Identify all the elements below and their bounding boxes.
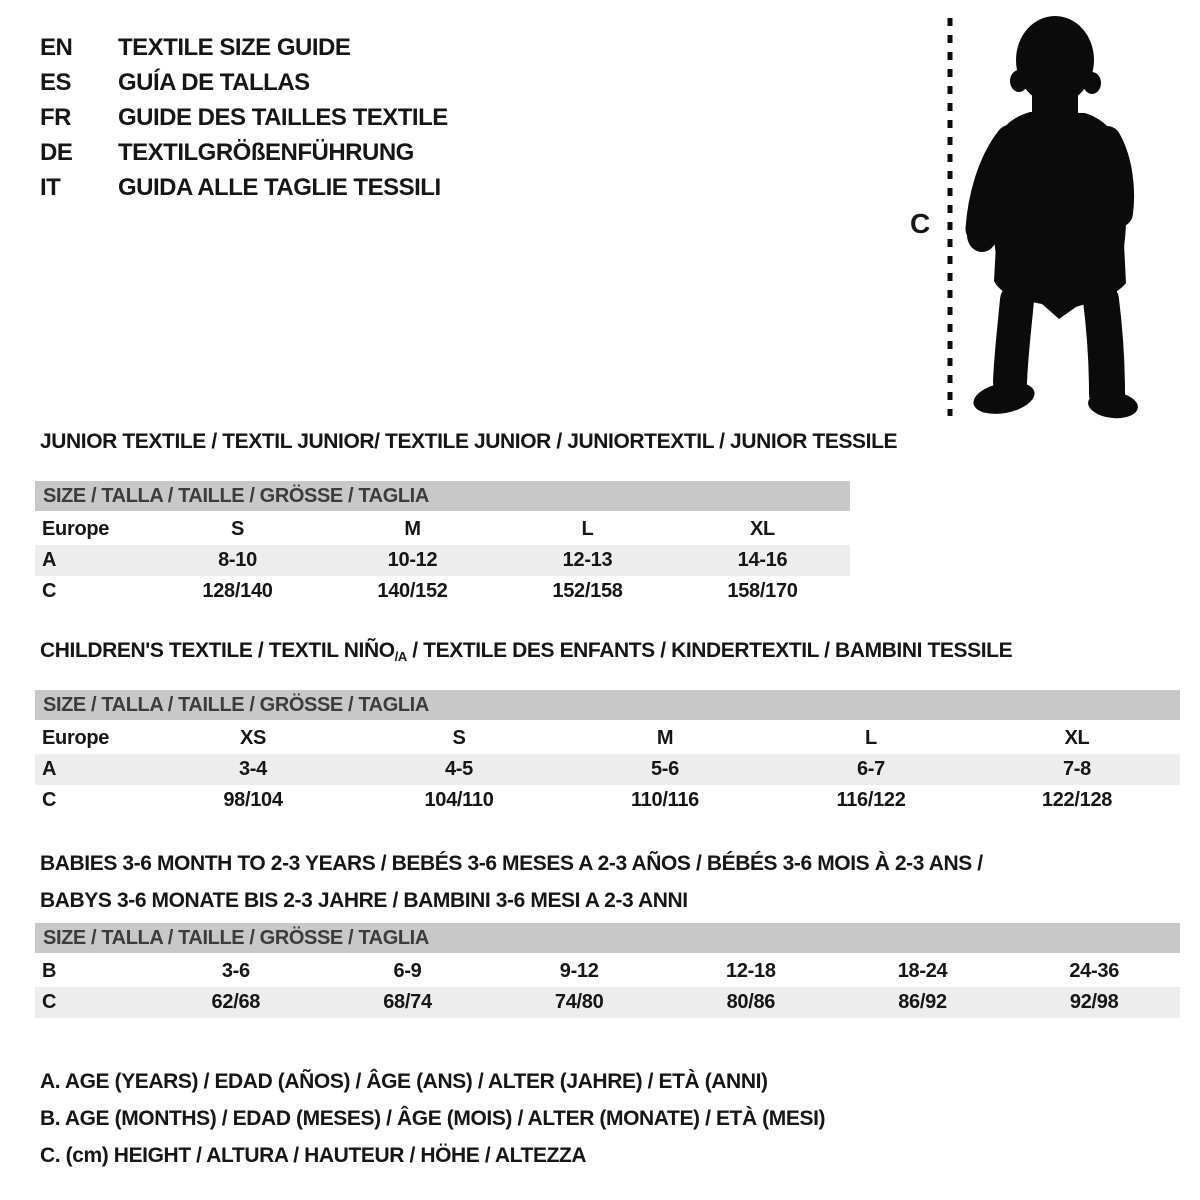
lang-title: GUIDA ALLE TAGLIE TESSILI [118, 173, 441, 201]
table-row [35, 514, 850, 545]
table-cell: 98/104 [223, 789, 283, 811]
children-title-sub: /A [394, 649, 407, 664]
babies-size-table [35, 923, 1180, 1018]
legend-line-a: A. AGE (YEARS) / EDAD (AÑOS) / ÂGE (ANS) / ALTER (JAHRE) / ETÀ (ANNI) [40, 1070, 768, 1093]
legend-line-c: C. (cm) HEIGHT / ALTURA / HAUTEUR / HÖHE / ALTEZZA [40, 1144, 587, 1167]
lang-code: EN [40, 33, 73, 61]
row-label: Europe [42, 727, 110, 749]
table-row [35, 987, 1180, 1018]
table-cell: 152/158 [552, 580, 623, 602]
lang-code: ES [40, 68, 72, 96]
table-cell: L [865, 727, 877, 749]
babies-title-line1: BABIES 3-6 MONTH TO 2-3 YEARS / BEBÉS 3-6 MESES A 2-3 AÑOS / BÉBÉS 3-6 MOIS À 2-3 ANS / [40, 852, 983, 875]
babies-section-title [40, 845, 983, 919]
table-cell: 12-18 [726, 960, 776, 982]
table-cell: XL [1064, 727, 1090, 749]
table-cell: 9-12 [559, 960, 599, 982]
size-table-header: SIZE / TALLA / TAILLE / GRÖSSE / TAGLIA [35, 923, 1180, 953]
table-cell: 128/140 [202, 580, 273, 602]
table-cell: 62/68 [211, 991, 261, 1013]
lang-title: GUIDE DES TAILLES TEXTILE [118, 103, 448, 131]
legend-line-b: B. AGE (MONTHS) / EDAD (MESES) / ÂGE (MOIS) / ALTER (MONATE) / ETÀ (MESI) [40, 1107, 826, 1130]
table-cell: 116/122 [836, 789, 906, 811]
table-cell: S [230, 518, 245, 540]
lang-title: GUÍA DE TALLAS [118, 68, 310, 96]
table-cell: 140/152 [377, 580, 448, 602]
children-section-title [40, 639, 1012, 664]
table-cell: 104/110 [424, 789, 494, 811]
table-cell: XL [750, 518, 775, 540]
table-cell: 4-5 [444, 758, 473, 780]
table-cell: 24-36 [1069, 960, 1120, 982]
baby-silhouette-figure [880, 0, 1200, 440]
size-table-header: SIZE / TALLA / TAILLE / GRÖSSE / TAGLIA [35, 690, 1180, 720]
table-cell: 74/80 [554, 991, 604, 1013]
lang-code: IT [40, 173, 61, 201]
junior-size-table [35, 481, 850, 607]
table-row [35, 785, 1180, 816]
size-table-header: SIZE / TALLA / TAILLE / GRÖSSE / TAGLIA [35, 481, 850, 511]
children-title-pre: CHILDREN'S TEXTILE / TEXTIL NIÑO [40, 639, 395, 662]
table-cell: 6-7 [856, 758, 885, 780]
table-cell: 3-6 [221, 960, 250, 982]
row-label: C [42, 580, 57, 602]
row-label: A [42, 758, 57, 780]
babies-title-line2: BABYS 3-6 MONATE BIS 2-3 JAHRE / BAMBINI 3-6 MESI A 2-3 ANNI [40, 889, 688, 912]
row-label: C [42, 789, 57, 811]
table-cell: 5-6 [650, 758, 679, 780]
table-row [35, 956, 1180, 987]
table-cell: 10-12 [387, 549, 438, 571]
table-cell: 3-4 [238, 758, 267, 780]
table-row [35, 576, 850, 607]
language-title-block [40, 30, 448, 205]
measurement-legend [40, 1063, 825, 1174]
row-label: C [42, 991, 57, 1013]
height-measure-label: C [910, 208, 931, 239]
table-cell: 80/86 [726, 991, 776, 1013]
table-cell: 92/98 [1069, 991, 1119, 1013]
table-cell: 122/128 [1041, 789, 1113, 811]
junior-section-title: JUNIOR TEXTILE / TEXTIL JUNIOR/ TEXTILE JUNIOR / JUNIORTEXTIL / JUNIOR TESSILE [40, 430, 898, 453]
lang-row-it [40, 170, 448, 205]
table-cell: 18-24 [897, 960, 948, 982]
lang-row-en [40, 30, 448, 65]
lang-title: TEXTILE SIZE GUIDE [118, 33, 351, 61]
table-row [35, 754, 1180, 785]
lang-code: FR [40, 103, 71, 131]
row-label: B [42, 960, 57, 982]
table-cell: M [404, 518, 421, 540]
row-label: Europe [42, 518, 110, 540]
lang-code: DE [40, 138, 73, 166]
table-cell: 12-13 [562, 549, 613, 571]
lang-title: TEXTILGRÖßENFÜHRUNG [118, 138, 414, 166]
lang-row-de [40, 135, 448, 170]
row-label: A [42, 549, 57, 571]
lang-row-es [40, 65, 448, 100]
table-cell: S [452, 727, 466, 749]
table-cell: 158/170 [727, 580, 798, 602]
table-cell: 7-8 [1062, 758, 1091, 780]
table-cell: M [656, 727, 674, 749]
table-cell: 6-9 [393, 960, 422, 982]
table-cell: 110/116 [631, 789, 699, 811]
table-cell: XS [239, 727, 267, 749]
table-cell: L [581, 518, 594, 540]
children-size-table [35, 690, 1180, 816]
table-cell: 86/92 [898, 991, 947, 1013]
table-row [35, 723, 1180, 754]
lang-row-fr [40, 100, 448, 135]
table-cell: 14-16 [737, 549, 788, 571]
children-title-post: / TEXTILE DES ENFANTS / KINDERTEXTIL / BAMBINI TESSILE [406, 639, 1013, 662]
table-row [35, 545, 850, 576]
table-cell: 68/74 [383, 991, 432, 1013]
table-cell: 8-10 [218, 549, 257, 571]
